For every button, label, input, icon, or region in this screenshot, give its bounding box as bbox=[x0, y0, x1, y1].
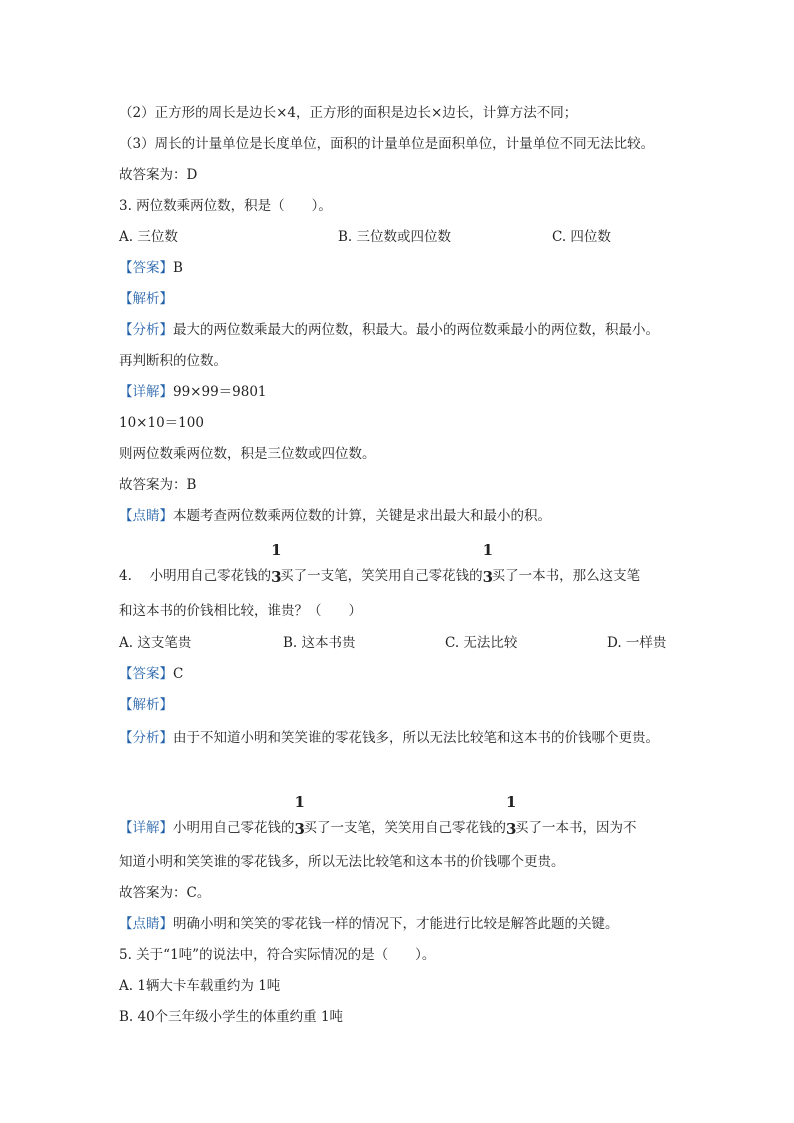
dianjing-text: 明确小明和笑笑的零花钱一样的情况下，才能进行比较是解答此题的关键。 bbox=[173, 916, 619, 932]
q4-answer bbox=[119, 664, 183, 684]
stem-text: 4. 小明用自己零花钱的 bbox=[119, 568, 272, 584]
q3-option-a: A. 三位数 bbox=[119, 229, 178, 245]
xiangjie-text: 99×99＝9801 bbox=[173, 384, 267, 400]
fraction-denominator: 3 bbox=[294, 819, 305, 838]
q3-answer bbox=[119, 258, 183, 278]
text-line: 故答案为：C。 bbox=[119, 885, 211, 901]
q4-option-d: D. 一样贵 bbox=[607, 635, 667, 651]
text-line: 故答案为：D bbox=[119, 167, 198, 183]
xiangjie-text: 小明用自己零花钱的 bbox=[173, 820, 295, 836]
stem-text: 买了一本书，那么这支笔 bbox=[491, 568, 641, 584]
text-line: 再判断积的位数。 bbox=[119, 353, 227, 369]
q4-analysis-tag: 【解析】 bbox=[119, 697, 173, 713]
fraction-one-third bbox=[506, 792, 517, 839]
text-line: 知道小明和笑笑谁的零花钱多，所以无法比较笔和这本书的价钱哪个更贵。 bbox=[119, 854, 565, 870]
xiangjie-tag: 【详解】 bbox=[119, 384, 173, 400]
text-line: 故答案为：B bbox=[119, 477, 197, 493]
dianjing-tag: 【点睛】 bbox=[119, 916, 173, 932]
question-4-stem bbox=[119, 540, 641, 587]
text-line: 和这本书的价钱相比较，谁贵？（ ） bbox=[119, 603, 362, 619]
text-line: （3）周长的计量单位是长度单位，面积的计量单位是面积单位，计量单位不同无法比较。 bbox=[119, 136, 655, 152]
q3-dianjing bbox=[119, 506, 551, 526]
fraction-denominator: 3 bbox=[271, 567, 282, 586]
xiangjie-text: 买了一支笔，笑笑用自己零花钱的 bbox=[303, 820, 506, 836]
fenxi-tag: 【分析】 bbox=[119, 730, 173, 746]
fraction-numerator: 1 bbox=[482, 540, 494, 559]
fraction-numerator: 1 bbox=[294, 792, 305, 811]
question-3-stem: 3. 两位数乘两位数，积是（ ）。 bbox=[119, 198, 332, 214]
answer-tag: 【答案】 bbox=[119, 666, 173, 682]
q3-xiangjie bbox=[119, 382, 267, 402]
q3-option-c: C. 四位数 bbox=[552, 229, 611, 245]
q3-analysis-tag: 【解析】 bbox=[119, 291, 173, 307]
fraction-one-third bbox=[294, 792, 305, 839]
fenxi-text: 由于不知道小明和笑笑谁的零花钱多，所以无法比较笔和这本书的价钱哪个更贵。 bbox=[173, 730, 659, 746]
q5-option-a: A. 1辆大卡车载重约为 1吨 bbox=[119, 978, 281, 994]
fraction-numerator: 1 bbox=[506, 792, 517, 811]
q4-option-a: A. 这支笔贵 bbox=[119, 635, 192, 651]
fraction-denominator: 3 bbox=[482, 567, 494, 586]
answer-tag: 【答案】 bbox=[119, 260, 173, 276]
q4-xiangjie bbox=[119, 792, 637, 839]
q3-fenxi bbox=[119, 320, 659, 340]
q4-option-c: C. 无法比较 bbox=[445, 635, 518, 651]
q4-dianjing bbox=[119, 914, 619, 934]
q3-option-b: B. 三位数或四位数 bbox=[338, 229, 452, 245]
answer-value: C bbox=[173, 666, 184, 682]
q5-option-b: B. 40个三年级小学生的体重约重 1吨 bbox=[119, 1009, 344, 1025]
fraction-denominator: 3 bbox=[506, 819, 517, 838]
fraction-numerator: 1 bbox=[271, 540, 282, 559]
text-line: 则两位数乘两位数，积是三位数或四位数。 bbox=[119, 446, 376, 462]
text-line: （2）正方形的周长是边长×4，正方形的面积是边长×边长，计算方法不同； bbox=[119, 105, 578, 121]
stem-text: 买了一支笔，笑笑用自己零花钱的 bbox=[280, 568, 483, 584]
fraction-one-third bbox=[482, 540, 494, 587]
question-5-stem: 5. 关于“1吨”的说法中，符合实际情况的是（ ）。 bbox=[119, 947, 436, 963]
answer-value: B bbox=[173, 260, 183, 276]
fraction-one-third bbox=[271, 540, 282, 587]
q4-option-b: B. 这本书贵 bbox=[283, 635, 356, 651]
dianjing-text: 本题考查两位数乘两位数的计算，关键是求出最大和最小的积。 bbox=[173, 508, 551, 524]
fenxi-text: 最大的两位数乘最大的两位数，积最大。最小的两位数乘最小的两位数，积最小。 bbox=[173, 322, 659, 338]
fenxi-tag: 【分析】 bbox=[119, 322, 173, 338]
q4-fenxi bbox=[119, 728, 659, 748]
xiangjie-text: 买了一本书，因为不 bbox=[515, 820, 637, 836]
xiangjie-tag: 【详解】 bbox=[119, 820, 173, 836]
dianjing-tag: 【点睛】 bbox=[119, 508, 173, 524]
text-line: 10×10＝100 bbox=[119, 415, 204, 431]
